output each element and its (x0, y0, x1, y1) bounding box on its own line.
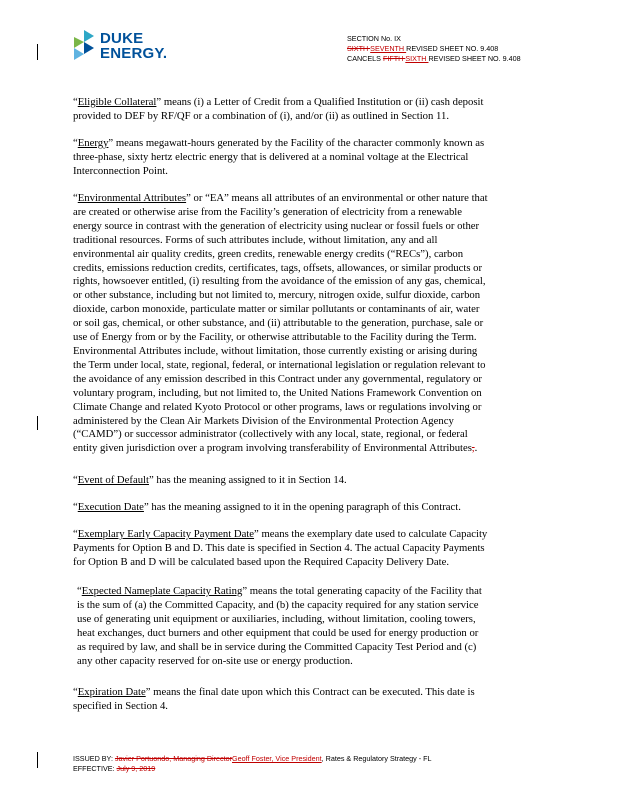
logo-wordmark-line1: DUKE (100, 30, 144, 47)
text-line: the Term under local, state, regional, federal, or international legislation or regulation relevant to (73, 358, 486, 371)
text-line: Environmental Attributes include, without limitation, those currently existing or arising during (73, 344, 478, 357)
text-line: Interconnection Point. (73, 164, 168, 177)
inserted-text: SEVENTH (370, 44, 407, 53)
section-number: SECTION No. IX (347, 34, 401, 43)
text-line: traditional resources. Forms of such attributes include, without limitation, any and all (73, 233, 438, 246)
revision-margin-bar (37, 44, 38, 60)
text-line: or “EA” means all attributes of an environmental or other nature that (193, 192, 488, 204)
text-line: voluntary program, including, but not limited to, the United Nations Framework Convention on (73, 386, 482, 399)
text-line: use of generating unit equipment or auxiliaries, including, without limitation, cooling towers, (77, 612, 476, 625)
text-line: Payments for Option B and D. This date is specified in Section 4. The actual Capacity Payments (73, 541, 485, 554)
revision-margin-bar (37, 752, 38, 768)
text-line: (“CAMD”) or successor administrator (collectively with any local, state, regional, or federal (73, 428, 468, 441)
defined-term: Exemplary Early Capacity Payment Date (77, 528, 255, 540)
deleted-text: , (471, 442, 475, 455)
text-line: the avoidance of any emission described in this Contract under any governmental, regulatory or (73, 372, 482, 385)
text-line: or other substance, including but not limited to, mercury, nitrogen oxide, sulfur dioxide, carbon (73, 289, 481, 302)
text-line: are created or otherwise arise from the Facility’s generation of electricity from a renewable (73, 205, 463, 218)
defined-term: Eligible Collateral (77, 96, 157, 108)
text-line: means the total generating capacity of the Facility that (249, 585, 482, 597)
duke-energy-logo-mark-icon (70, 28, 100, 62)
text-line: credits, emissions reduction credits, certificates, tags, offsets, allowances, or similar products or (73, 261, 483, 274)
text-line: means the exemplary date used to calculate Capacity (261, 528, 488, 540)
deleted-text: SIXTH (347, 44, 371, 53)
text-line: or soil gas, chemical, or other substance, and (ii) attributable to the generation, purchase, sale or (73, 317, 484, 330)
revision-margin-bar (37, 416, 38, 430)
text-line: provided to DEF by RF/QF or a combination of (i), and/or (ii) as outlined in Section 11. (73, 109, 449, 122)
defined-term: Expiration Date (77, 686, 146, 698)
text-line: heat exchanges, duct burners and other equipment that could be used for energy production or (77, 626, 479, 639)
effective-label: EFFECTIVE: (73, 763, 117, 773)
inserted-text: SIXTH (405, 54, 429, 63)
text-line: rights, howsoever entitled, (i) resulting from the avoidance of the emission of any gas, chemical, (73, 275, 486, 288)
text-line: has the meaning assigned to it in the opening paragraph of this Contract. (151, 501, 461, 513)
deleted-text: July 9, 2019 (116, 763, 156, 773)
issued-by-line (73, 754, 432, 764)
revised-sheet-text: REVISED SHEET NO. 9.408 (406, 44, 499, 53)
text-line: specified in Section 4. (73, 699, 168, 712)
defined-term: Energy (77, 137, 109, 149)
text-line: any other capacity reserved for on-site use or energy production. (77, 654, 353, 667)
text-line: entity given jurisdiction over a program involving transferability of Environmental Attributes (73, 442, 472, 455)
duke-energy-logo (70, 28, 190, 68)
definition-execution-date: “Execution Date” has the meaning assigned to it in the opening paragraph of this Contract. (73, 501, 461, 513)
text-line: for Option B and D will be calculated based upon the Required Capacity Delivery Date. (73, 555, 450, 568)
defined-term: Expected Nameplate Capacity Rating (81, 585, 243, 597)
issued-by-text: , Rates & Regulatory Strategy - FL (321, 754, 432, 763)
definition-exemplary-early-capacity-payment-date: “Exemplary Early Capacity Payment Date” means the exemplary date used to calculate Capacity Payments for Option B and D. This date is specified in Section 4. The actual Capacity Payments for Option B and D will be calculated based upon the Required Capacity Delivery Date. (73, 528, 488, 568)
text-line: dioxide, carbon monoxide, particulate matter or similar pollutants or contaminants of air, water (73, 303, 480, 316)
deleted-text: FIFTH (382, 54, 406, 63)
cancels-label: CANCELS (347, 54, 383, 63)
cancels-sheet-text: REVISED SHEET NO. 9.408 (428, 54, 521, 63)
definition-event-of-default: “Event of Default” has the meaning assigned to it in Section 14. (73, 474, 347, 486)
cancels-sheet-line (347, 54, 521, 64)
definition-environmental-attributes: “Environmental Attributes” or “EA” means all attributes of an environmental or other nature that are created or otherwise arise from the Facility’s generation of electricity from a renewable energy source in contrast with the generation of electricity using nuclear or fossil fuels or other traditional resources. Forms of such attributes include, without limitation, any and all environmental air quality credits, green credits, renewable energy credits (“RECs”), carbon credits, emissions reduction credits, certificates, tags, offsets, allowances, or similar products or rights, howsoever entitled, (i) resulting from the avoidance of the emission of any gas, chemical, or other substance, including but not limited to, mercury, nitrogen oxide, sulfur dioxide, carbon dioxide, carbon monoxide, particulate matter or similar pollutants or contaminants of air, water or soil gas, chemical, or other substance, and (ii) attributable to the generation, purchase, sale or use of Energy from or by the Facility, or otherwise attributable to the Facility during the Term. Environmental Attributes include, without limitation, those currently existing or arising during the Term under local, state, regional, federal, or international legislation or regulation relevant to the avoidance of any emission described in this Contract under any governmental, regulatory or voluntary program, including, but not limited to, the United Nations Framework Convention on Climate Change and related Kyoto Protocol or other programs, laws or regulations involving or administered by the Clean Air Markets Division of the Environmental Protection Agency (“CAMD”) or successor administrator (collectively with any local, state, regional, or federal entity given jurisdiction over a program involving transferability of Environmental Attributes,. (73, 192, 488, 455)
defined-term: Event of Default (77, 474, 149, 486)
deleted-text: Javier Portuondo, Managing Director (114, 754, 233, 763)
definition-energy: “Energy” means megawatt-hours generated by the Facility of the character commonly known as three-phase, sixty hertz electric energy that is delivered at a nominal voltage at the Electrical Interconnection Point. (73, 137, 485, 177)
logo-wordmark-line2: ENERGY. (100, 45, 168, 62)
inserted-text: Geoff Foster, Vice President (232, 754, 322, 763)
definition-eligible-collateral: “Eligible Collateral” means (i) a Letter of Credit from a Qualified Institution or (ii) cash deposit provided to DEF by RF/QF or a combination of (i), and/or (ii) as outlined in Section 11. (73, 96, 484, 122)
text-line: is the sum of (a) the Committed Capacity, and (b) the capacity required for any station service (77, 598, 479, 611)
defined-term: Environmental Attributes (77, 192, 187, 204)
text-line: means the final date upon which this Contract can be executed. This date is (153, 686, 475, 698)
text-line: means (i) a Letter of Credit from a Qualified Institution or (ii) cash deposit (163, 96, 484, 108)
text-line: use of Energy from or by the Facility, or otherwise attributable to the Facility during the Term. (73, 331, 477, 344)
text-line: environmental air quality credits, green credits, renewable energy credits (“RECs”), carbon (73, 247, 464, 260)
text-line: has the meaning assigned to it in Section 14. (156, 474, 347, 486)
text-line: Climate Change and related Kyoto Protocol or other programs, laws or regulations involving or (73, 400, 482, 413)
sheet-header (347, 34, 521, 64)
text-line: means megawatt-hours generated by the Facility of the character commonly known as (115, 137, 485, 149)
text-line: three-phase, sixty hertz electric energy that is delivered at a nominal voltage at the Electrical (73, 150, 469, 163)
text-line: as required by law, and shall be in service during the Committed Capacity Test Period and (c) (77, 640, 477, 653)
revised-sheet-line (347, 44, 521, 54)
sheet-footer (73, 754, 432, 774)
defined-term: Execution Date (77, 501, 144, 513)
issued-by-label: ISSUED BY: (73, 754, 115, 763)
definition-expiration-date: “Expiration Date” means the final date upon which this Contract can be executed. This date is specified in Section 4. (73, 686, 475, 712)
definition-expected-nameplate-capacity-rating: “Expected Nameplate Capacity Rating” means the total generating capacity of the Facility that is the sum of (a) the Committed Capacity, and (b) the capacity required for any station service use of generating unit equipment or auxiliaries, including, without limitation, cooling towers, heat exchanges, duct burners and other equipment that could be used for energy production or as required by law, and shall be in service during the Committed Capacity Test Period and (c) any other capacity reserved for on-site use or energy production. (77, 585, 482, 667)
text-line: administered by the Clean Air Markets Division of the Environmental Protection Agency (73, 414, 454, 427)
text-line: energy source in contrast with the generation of electricity using nuclear or fossil fuels or other (73, 219, 480, 232)
effective-line (73, 764, 432, 774)
text-line: . (474, 442, 478, 455)
